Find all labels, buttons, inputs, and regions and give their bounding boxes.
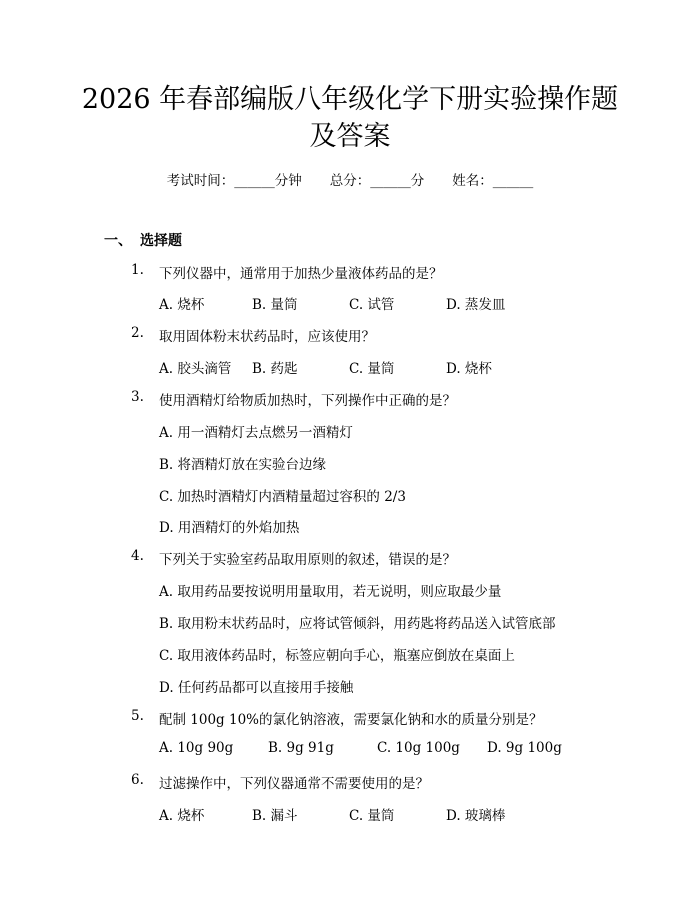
question-text: 取用固体粉末状药品时，应该使用？ xyxy=(159,329,375,345)
option-c: C. 取用液体药品时，标签应朝向手心，瓶塞应倒放在桌面上 xyxy=(159,648,515,664)
option-a: A. 烧杯 xyxy=(159,808,205,824)
option-c: C. 量筒 xyxy=(349,361,395,377)
option-d: D. 蒸发皿 xyxy=(446,297,506,313)
question-text: 下列关于实验室药品取用原则的叙述，错误的是？ xyxy=(159,552,456,568)
question-text: 下列仪器中，通常用于加热少量液体药品的是？ xyxy=(159,266,443,282)
option-c: C. 试管 xyxy=(349,297,395,313)
question-text: 使用酒精灯给物质加热时，下列操作中正确的是？ xyxy=(159,393,456,409)
option-b: B. 将酒精灯放在实验台边缘 xyxy=(159,457,327,473)
question-number: 6. xyxy=(131,772,144,788)
section-heading xyxy=(104,230,182,250)
option-b: B. 药匙 xyxy=(252,361,298,377)
option-a: A. 10g 90g xyxy=(159,740,234,756)
exam-info xyxy=(0,169,700,189)
question-text: 配制 100g 10%的氯化钠溶液，需要氯化钠和水的质量分别是？ xyxy=(159,712,543,728)
title-line-2: 及答案 xyxy=(309,121,391,152)
option-a: A. 烧杯 xyxy=(159,297,205,313)
option-c: C. 加热时酒精灯内酒精量超过容积的 2/3 xyxy=(159,489,406,505)
option-b: B. 9g 91g xyxy=(268,740,334,756)
exam-time: 考试时间：______分钟 xyxy=(166,173,302,189)
option-a: A. 用一酒精灯去点燃另一酒精灯 xyxy=(159,425,353,441)
question-number: 4. xyxy=(131,548,144,564)
exam-score: 总分：______分 xyxy=(329,173,425,189)
title-line-1: 2026 年春部编版八年级化学下册实验操作题 xyxy=(81,84,619,115)
question-number: 3. xyxy=(131,389,144,405)
question-number: 2. xyxy=(131,325,144,341)
option-c: C. 10g 100g xyxy=(377,740,460,756)
option-d: D. 烧杯 xyxy=(446,361,492,377)
option-d: D. 用酒精灯的外焰加热 xyxy=(159,520,300,536)
question-number: 1. xyxy=(131,262,144,278)
exam-name: 姓名：______ xyxy=(452,173,534,189)
section-number: 一、 xyxy=(104,233,132,249)
option-b: B. 漏斗 xyxy=(252,808,298,824)
question-number: 5. xyxy=(131,708,144,724)
question-text: 过滤操作中，下列仪器通常不需要使用的是？ xyxy=(159,776,429,792)
option-a: A. 取用药品要按说明用量取用，若无说明，则应取最少量 xyxy=(159,584,502,600)
option-c: C. 量筒 xyxy=(349,808,395,824)
option-b: B. 量筒 xyxy=(252,297,298,313)
option-d: D. 9g 100g xyxy=(487,740,562,756)
section-label: 选择题 xyxy=(140,233,182,249)
option-b: B. 取用粉末状药品时，应将试管倾斜，用药匙将药品送入试管底部 xyxy=(159,616,556,632)
option-a: A. 胶头滴管 xyxy=(159,361,232,377)
option-d: D. 任何药品都可以直接用手接触 xyxy=(159,680,354,696)
option-d: D. 玻璃棒 xyxy=(446,808,506,824)
